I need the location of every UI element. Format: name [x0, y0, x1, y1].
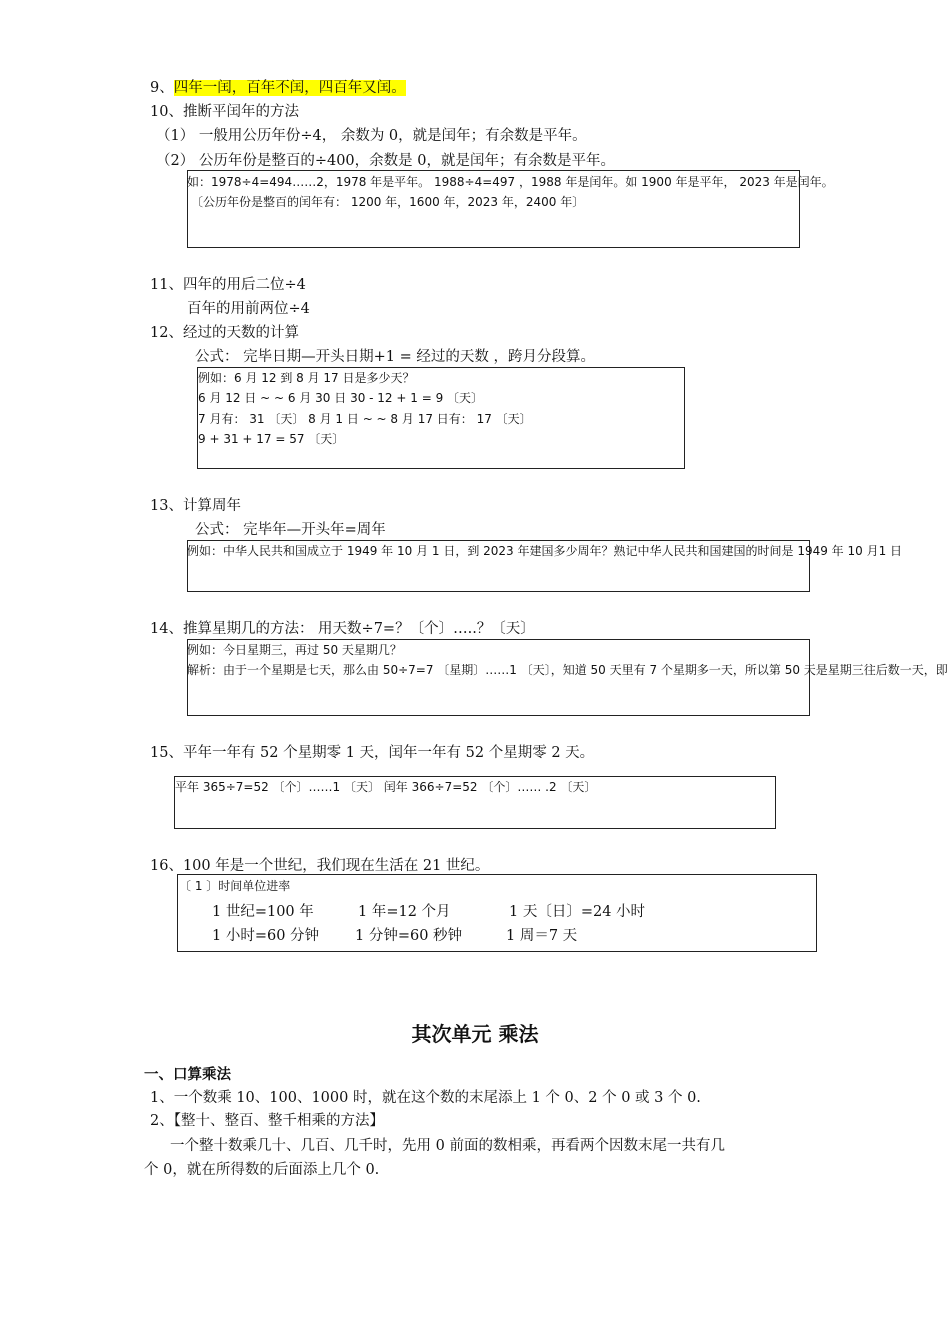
s16-unit-year: 1 年=12 个月 — [358, 904, 451, 920]
s16-unit-week: 1 周＝7 天 — [506, 928, 578, 944]
s16-unit-hour: 1 小时=60 分钟 — [212, 928, 320, 944]
s10-rule-2: （2） 公历年份是整百的÷400，余数是 0，就是闰年；有余数是平年。 — [156, 153, 615, 169]
s12-example-line-1: 例如：6 月 12 到 8 月 17 日是多少天？ — [198, 371, 415, 385]
s13-formula: 公式： 完毕年—开头年=周年 — [195, 522, 386, 538]
s15-example-line-1: 平年 365÷7=52 〔个〕……1 〔天〕 闰年 366÷7=52 〔个〕…… .2 〔天〕 — [175, 780, 597, 794]
s10-example-line-1: 如：1978÷4=494……2，1978 年是平年。 1988÷4=497 ，1988 年是闰年。如 1900 年是平年， 2023 年是闰年。 — [187, 175, 834, 189]
s9-number: 9、 — [150, 80, 174, 96]
s12-formula: 公式： 完毕日期—开头日期+1 = 经过的天数 ，跨月分段算。 — [195, 349, 595, 365]
s16-unit-century: 1 世纪=100 年 — [212, 904, 314, 920]
unit2-title: 其次单元 乘法 — [411, 1022, 539, 1046]
s14-example-line-2: 解析：由于一个星期是七天，那么由 50÷7=7 〔星期〕……1 〔天〕，知道 50 天里有 7 个星期多一天，所以第 50 天是星期三往后数一天，即 — [187, 663, 948, 677]
unit2-heading-1: 一、口算乘法 — [144, 1066, 231, 1083]
unit2-point-1: 1、一个数乘 10、100、1000 时，就在这个数的末尾添上 1 个 0、2 个 0 或 3 个 0. — [150, 1090, 701, 1106]
s16-title: 16、100 年是一个世纪，我们现在生活在 21 世纪。 — [150, 858, 490, 874]
s12-example-line-4: 9 + 31 + 17 = 57 〔天〕 — [198, 432, 345, 446]
s16-unit-minute: 1 分钟=60 秒钟 — [355, 928, 463, 944]
unit2-point-2: 2、【整十、整百、整千相乘的方法】 — [150, 1113, 384, 1129]
s12-title: 12、经过的天数的计算 — [150, 325, 299, 341]
s15-title: 15、平年一年有 52 个星期零 1 天，闰年一年有 52 个星期零 2 天。 — [150, 745, 595, 761]
s9-line — [150, 79, 406, 97]
s13-title: 13、计算周年 — [150, 498, 241, 514]
s12-example-line-2: 6 月 12 日 ~ ~ 6 月 30 日 30 - 12 + 1 = 9 〔天〕 — [198, 391, 484, 405]
s10-title: 10、推断平闰年的方法 — [150, 104, 299, 120]
s11-line-1: 11、四年的用后二位÷4 — [150, 277, 306, 293]
s10-example-line-2: 〔公历年份是整百的闰年有： 1200 年，1600 年，2023 年，2400 年〕 — [191, 195, 585, 209]
s14-example-line-1: 例如：今日星期三，再过 50 天星期几？ — [187, 643, 402, 657]
s9-highlight-text: 四年一闰，百年不闰，四百年又闰。 — [173, 80, 406, 96]
unit2-paragraph-line-2: 个 0，就在所得数的后面添上几个 0. — [144, 1162, 380, 1178]
s12-example-line-3: 7 月有： 31 〔天〕 8 月 1 日 ~ ~ 8 月 17 日有： 17 〔天〕 — [198, 412, 532, 426]
s16-units-heading: 〔 1 〕时间单位进率 — [179, 879, 291, 893]
unit2-paragraph-line-1: 一个整十数乘几十、几百、几千时，先用 0 前面的数相乘，再看两个因数末尾一共有几 — [170, 1138, 725, 1154]
s10-rule-1: （1） 一般用公历年份÷4， 余数为 0，就是闰年；有余数是平年。 — [156, 128, 587, 144]
s14-title: 14、推算星期几的方法： 用天数÷7=？〔个〕…..？〔天〕 — [150, 621, 535, 637]
s13-example-line-1: 例如：中华人民共和国成立于 1949 年 10 月 1 日，到 2023 年建国多少周年？熟记中华人民共和国建国的时间是 1949 年 10 月1 日 — [187, 544, 903, 558]
s16-unit-day: 1 天〔日〕=24 小时 — [509, 904, 646, 920]
s11-line-2: 百年的用前两位÷4 — [187, 301, 310, 317]
